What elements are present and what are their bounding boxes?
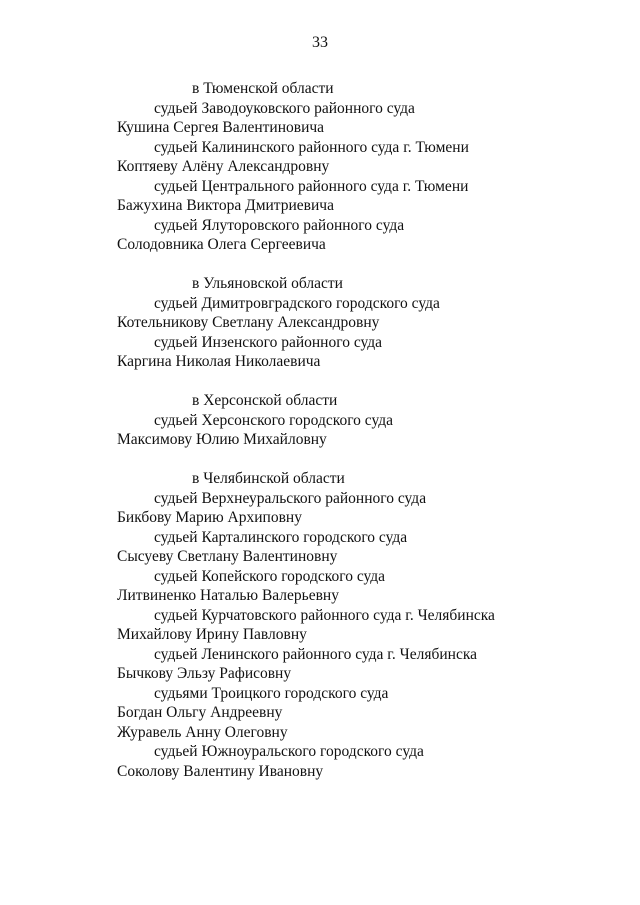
judge-position: судьей Херсонского городского суда: [154, 411, 394, 429]
judge-position: судьей Калининского районного суда г. Тюмени: [154, 138, 469, 156]
region-section: [117, 274, 597, 372]
judge-position: судьей Ялуторовского районного суда: [154, 216, 405, 234]
judge-position: судьей Ленинского районного суда г. Челябинска: [154, 645, 478, 663]
region-heading: в Челябинской области: [192, 470, 345, 487]
judge-name: Коптяеву Алёну Александровну: [117, 158, 330, 175]
judge-name: Кушина Сергея Валентиновича: [117, 119, 325, 136]
page-number: 33: [312, 34, 328, 51]
appointment-list: [117, 79, 597, 801]
judge-position: судьями Троицкого городского суда: [154, 684, 389, 702]
judge-name: Бажухина Виктора Дмитриевича: [117, 197, 334, 214]
region-section: [117, 79, 597, 255]
judge-name: Соколову Валентину Ивановну: [117, 762, 324, 780]
judge-name: Сысуеву Светлану Валентиновну: [117, 548, 338, 565]
judge-name: Михайлову Ирину Павловну: [117, 626, 307, 643]
region-section: [117, 391, 597, 450]
judge-position: судьей Южноуральского городского суда: [154, 743, 424, 760]
judge-name: Журавель Анну Олеговну: [117, 723, 288, 741]
judge-name: Котельникову Светлану Александровну: [117, 314, 380, 331]
region-heading: в Тюменской области: [192, 80, 334, 97]
judge-name: Литвиненко Наталью Валерьевну: [117, 587, 339, 604]
judge-name: Бикбову Марию Архиповну: [117, 509, 302, 526]
judge-position: судьей Инзенского районного суда: [154, 333, 383, 351]
judge-position: судьей Курчатовского районного суда г. Челябинска: [154, 606, 495, 624]
judge-name: Солодовника Олега Сергеевича: [117, 236, 326, 253]
judge-position: судьей Центрального районного суда г. Тюмени: [154, 177, 469, 195]
region-section: [117, 469, 597, 781]
judge-position: судьей Димитровградского городского суда: [154, 294, 440, 312]
judge-position: судьей Заводоуковского районного суда: [154, 99, 415, 117]
judge-name: Бычкову Эльзу Рафисовну: [117, 665, 292, 682]
region-heading: в Ульяновской области: [192, 275, 343, 292]
judge-name: Каргина Николая Николаевича: [117, 353, 321, 370]
judge-position: судьей Карталинского городского суда: [154, 528, 408, 546]
judge-name: Богдан Ольгу Андреевну: [117, 704, 283, 721]
judge-position: судьей Верхнеуральского районного суда: [154, 489, 427, 507]
judge-position: судьей Копейского городского суда: [154, 567, 386, 585]
region-heading: в Херсонской области: [192, 392, 338, 409]
judge-name: Максимову Юлию Михайловну: [117, 431, 327, 448]
